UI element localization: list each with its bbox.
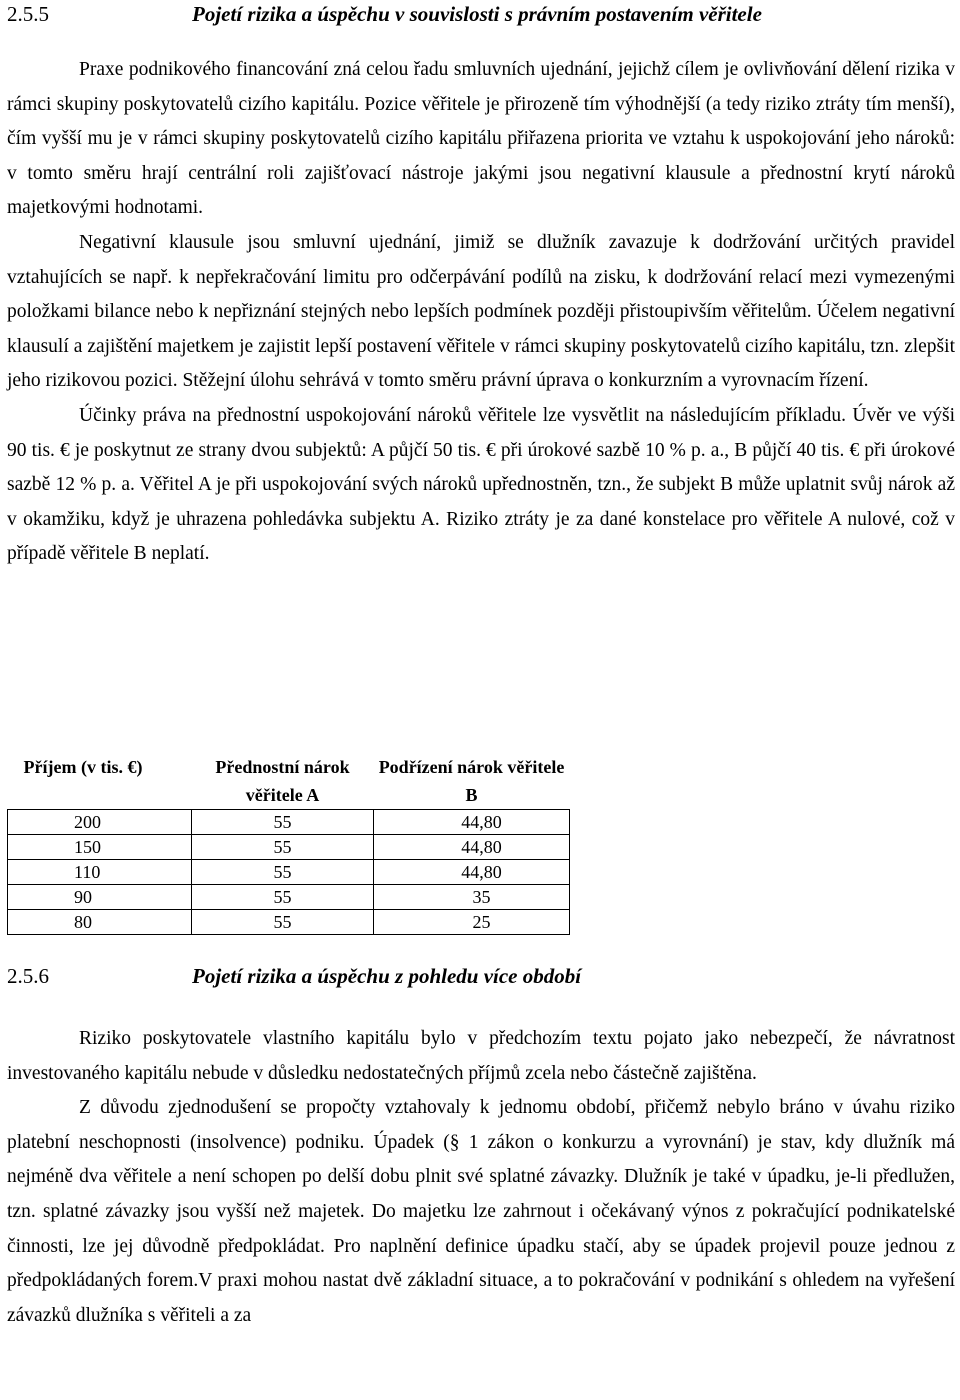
section-number: 2.5.6: [7, 964, 49, 988]
table-cell: 55: [192, 860, 374, 885]
paragraph: Riziko poskytovatele vlastního kapitálu bylo v předchozím textu pojato jako nebezpečí, že návratnost investovaného kapitálu nebude v důsledku nedostatečných příjmů zcela nebo částečně zajištěna.: [7, 1028, 955, 1084]
table-cell: 90: [8, 885, 192, 910]
table-row: [8, 860, 570, 885]
table-cell: 35: [374, 885, 570, 910]
table-row: [8, 910, 570, 935]
income-table-wrapper: [7, 752, 570, 935]
table-cell: 55: [192, 910, 374, 935]
column-header-creditor-a: Přednostní nárok věřitele A: [192, 752, 374, 810]
table-cell: 110: [8, 860, 192, 885]
table-cell: 200: [8, 810, 192, 835]
paragraph: Praxe podnikového financování zná celou řadu smluvních ujednání, jejichž cílem je ovlivňování dělení rizika v rámci skupiny poskytovatelů cizího kapitálu. Pozice věřitele je přirozeně tím výhodnější (a tedy riziko ztráty tím menší), čím vyšší mu je v rámci skupiny poskytovatelů cizího kapitálu přiřazena priorita ve vztahu k uspokojování jeho nároků: v tomto směru hrají centrální roli zajišťovací nástroje jakými jsou negativní klausule a přednostní krytí nároků majetkovými hodnotami.: [7, 59, 955, 219]
table-cell: 150: [8, 835, 192, 860]
table-cell: 55: [192, 835, 374, 860]
column-header-income: Příjem (v tis. €): [8, 752, 192, 810]
table-cell: 25: [374, 910, 570, 935]
column-header-creditor-b: Podřízení nárok věřitele B: [374, 752, 570, 810]
table-row: [8, 885, 570, 910]
table-cell: 44,80: [374, 810, 570, 835]
table-row: [8, 810, 570, 835]
table-cell: 44,80: [374, 860, 570, 885]
income-table: [7, 752, 570, 935]
table-cell: 55: [192, 810, 374, 835]
paragraph: Účinky práva na přednostní uspokojování nároků věřitele lze vysvětlit na následujícím příkladu. Úvěr ve výši 90 tis. € je poskytnut ze strany dvou subjektů: A půjčí 50 tis. € při úrokové sazbě 10 % p. a., B půjčí 40 tis. € při úrokové sazbě 12 % p. a. Věřitel A je při uspokojování svých nároků upřednostněn, tzn., že subjekt B může uplatnit svůj nárok až v okamžiku, když je uhrazena pohledávka subjektu A. Riziko ztráty je za dané konstelace pro věřitele A nulové, což v případě věřitele B neplatí.: [7, 404, 955, 565]
table-row: [8, 835, 570, 860]
table-header-row: [8, 752, 570, 810]
section-2-5-6-body: [7, 1022, 955, 1333]
section-title: Pojetí rizika a úspěchu z pohledu více období: [192, 964, 582, 988]
section-2-5-5-body: [7, 53, 955, 572]
table-cell: 55: [192, 885, 374, 910]
section-title: Pojetí rizika a úspěchu v souvislosti s právním postavením věřitele: [192, 2, 762, 26]
table-cell: 80: [8, 910, 192, 935]
paragraph: Z důvodu zjednodušení se propočty vztahovaly k jednomu období, přičemž nebylo bráno v úvahu riziko platební neschopnosti (insolvence) podniku. Úpadek (§ 1 zákon o konkurzu a vyrovnání) je stav, kdy dlužník má nejméně dva věřitele a není schopen po delší dobu plnit své splatné závazky. Dlužník je také v úpadku, je-li předlužen, tzn. splatné závazky jsou vyšší než majetek. Do majetku lze zahrnout i očekávaný výnos z pokračující podnikatelské činnosti, lze jej důvodně předpokládat. Pro naplnění definice úpadku stačí, aby se úpadek projevil pouze jednou z předpokládaných forem.V praxi mohou nastat dvě základní situace, a to pokračování v podnikání s ohledem na vyřešení závazků dlužníka s věřiteli a za: [7, 1097, 955, 1326]
table-cell: 44,80: [374, 835, 570, 860]
section-number: 2.5.5: [7, 2, 49, 26]
paragraph: Negativní klausule jsou smluvní ujednání, jimiž se dlužník zavazuje k dodržování určitých pravidel vztahujících se např. k nepřekračování limitu pro odčerpávání podílů na zisku, k dodržování relací mezi vymezenými položkami bilance nebo k nepřiznání stejných nebo lepších podmínek později přistoupivším věřitelům. Účelem negativní klausulí a zajištění majetkem je zajistit lepší postavení věřitele v rámci skupiny poskytovatelů cizího kapitálu, tzn. zlepšit jeho rizikovou pozici. Stěžejní úlohu sehrává v tomto směru právní úprava o konkurzním a vyrovnacím řízení.: [7, 231, 955, 392]
